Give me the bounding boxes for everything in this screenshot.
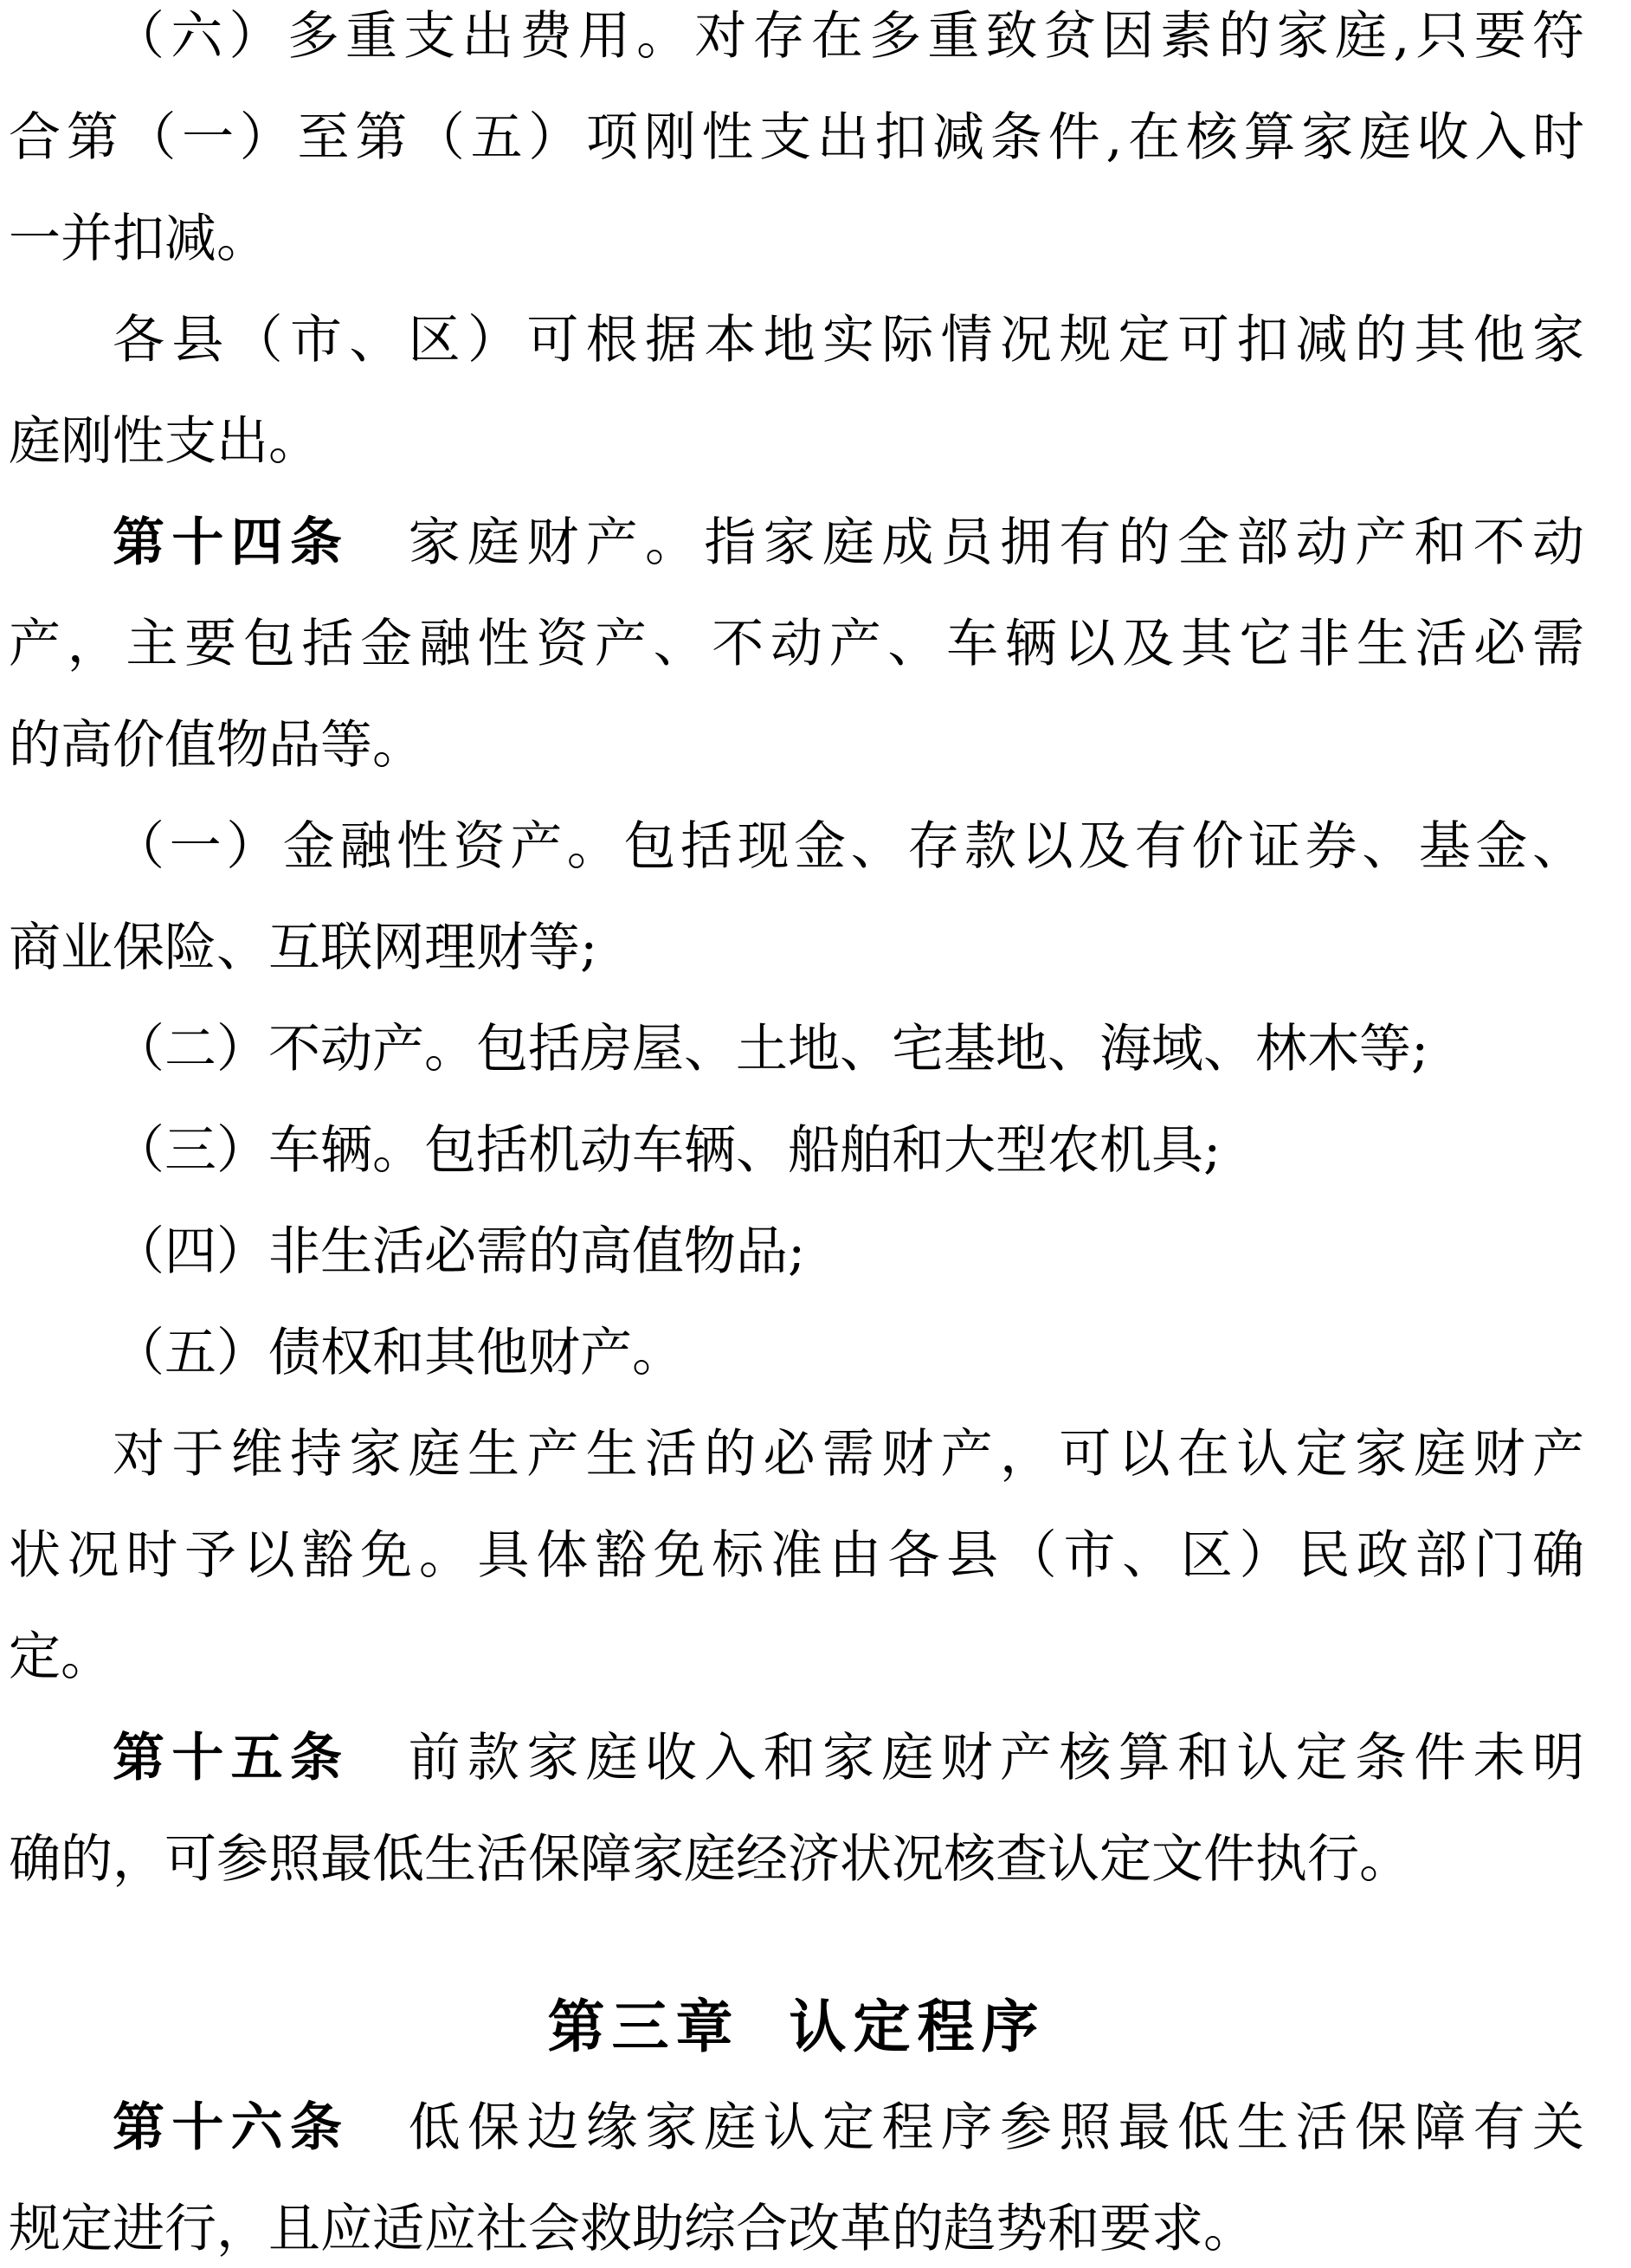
text-run: 规定进行，且应适应社会救助综合改革的趋势和要求。 — [9, 2199, 1255, 2259]
text-line — [9, 290, 1584, 391]
text-run: 各县（市、区）可根据本地实际情况规定可扣减的其他家 — [113, 310, 1584, 370]
text-run: 商业保险、互联网理财等; — [9, 918, 598, 978]
text-line — [9, 1303, 1584, 1404]
text-line — [9, 189, 1584, 290]
text-run: 一并扣减。 — [9, 209, 268, 269]
paragraph — [9, 999, 1584, 1100]
paragraph — [9, 796, 1584, 999]
text-line — [9, 87, 1584, 189]
text-run: 前款家庭收入和家庭财产核算和认定条件未明 — [349, 1728, 1585, 1788]
text-line — [9, 1404, 1584, 1505]
text-run: 的高价值物品等。 — [9, 715, 424, 776]
paragraph — [9, 0, 1584, 290]
text-line — [9, 796, 1584, 898]
text-line — [9, 1100, 1584, 1202]
text-run: （三）车辆。包括机动车辆、船舶和大型农机具; — [113, 1120, 1222, 1181]
text-run: 定。 — [9, 1627, 113, 1687]
paragraph — [9, 1202, 1584, 1303]
text-line — [9, 999, 1584, 1100]
paragraph — [9, 2078, 1584, 2268]
text-run: （六）多重支出费用。对存在多重致贫因素的家庭,只要符 — [113, 6, 1584, 67]
text-run: （一）金融性资产。包括现金、存款以及有价证券、基金、 — [113, 816, 1584, 877]
text-line — [9, 1202, 1584, 1303]
text-run: 产，主要包括金融性资产、不动产、车辆以及其它非生活必需 — [9, 614, 1584, 674]
paragraph — [9, 290, 1584, 493]
text-run: 家庭财产。指家庭成员拥有的全部动产和不动 — [349, 512, 1585, 573]
text-line — [9, 391, 1584, 493]
text-run: （二）不动产。包括房屋、土地、宅基地、海域、林木等; — [113, 1019, 1429, 1079]
paragraph — [9, 1404, 1584, 1708]
text-line — [9, 493, 1584, 594]
text-line — [9, 1809, 1584, 1910]
article-number: 第十四条 — [113, 512, 350, 573]
text-line — [9, 0, 1584, 87]
text-run: 状况时予以豁免。具体豁免标准由各县（市、区）民政部门确 — [9, 1525, 1584, 1586]
chapter-heading — [9, 1976, 1584, 2078]
text-line — [9, 1505, 1584, 1607]
text-run: 确的，可参照最低生活保障家庭经济状况核查认定文件执行。 — [9, 1829, 1411, 1890]
paragraph — [9, 1303, 1584, 1404]
text-line — [9, 898, 1584, 999]
paragraph — [9, 1100, 1584, 1202]
text-line — [9, 1708, 1584, 1809]
chapter-heading-line — [9, 1976, 1584, 2078]
text-line — [9, 594, 1584, 695]
text-line — [9, 1607, 1584, 1708]
paragraph — [9, 1708, 1584, 1910]
article-number: 第十五条 — [113, 1728, 350, 1788]
text-run: （四）非生活必需的高值物品; — [113, 1221, 806, 1282]
text-run: （五）债权和其他财产。 — [113, 1323, 684, 1383]
text-run: 合第（一）至第（五）项刚性支出扣减条件,在核算家庭收入时 — [9, 107, 1584, 168]
text-line — [9, 695, 1584, 796]
text-line — [9, 2179, 1584, 2268]
text-run: 庭刚性支出。 — [9, 411, 320, 472]
article-number: 第十六条 — [113, 2097, 350, 2158]
text-run: 对于维持家庭生产生活的必需财产，可以在认定家庭财产 — [113, 1424, 1584, 1485]
text-line — [9, 2078, 1584, 2179]
article-number: 第三章 认定程序 — [547, 1994, 1046, 2060]
paragraph — [9, 493, 1584, 796]
text-run: 低保边缘家庭认定程序参照最低生活保障有关 — [349, 2097, 1585, 2158]
